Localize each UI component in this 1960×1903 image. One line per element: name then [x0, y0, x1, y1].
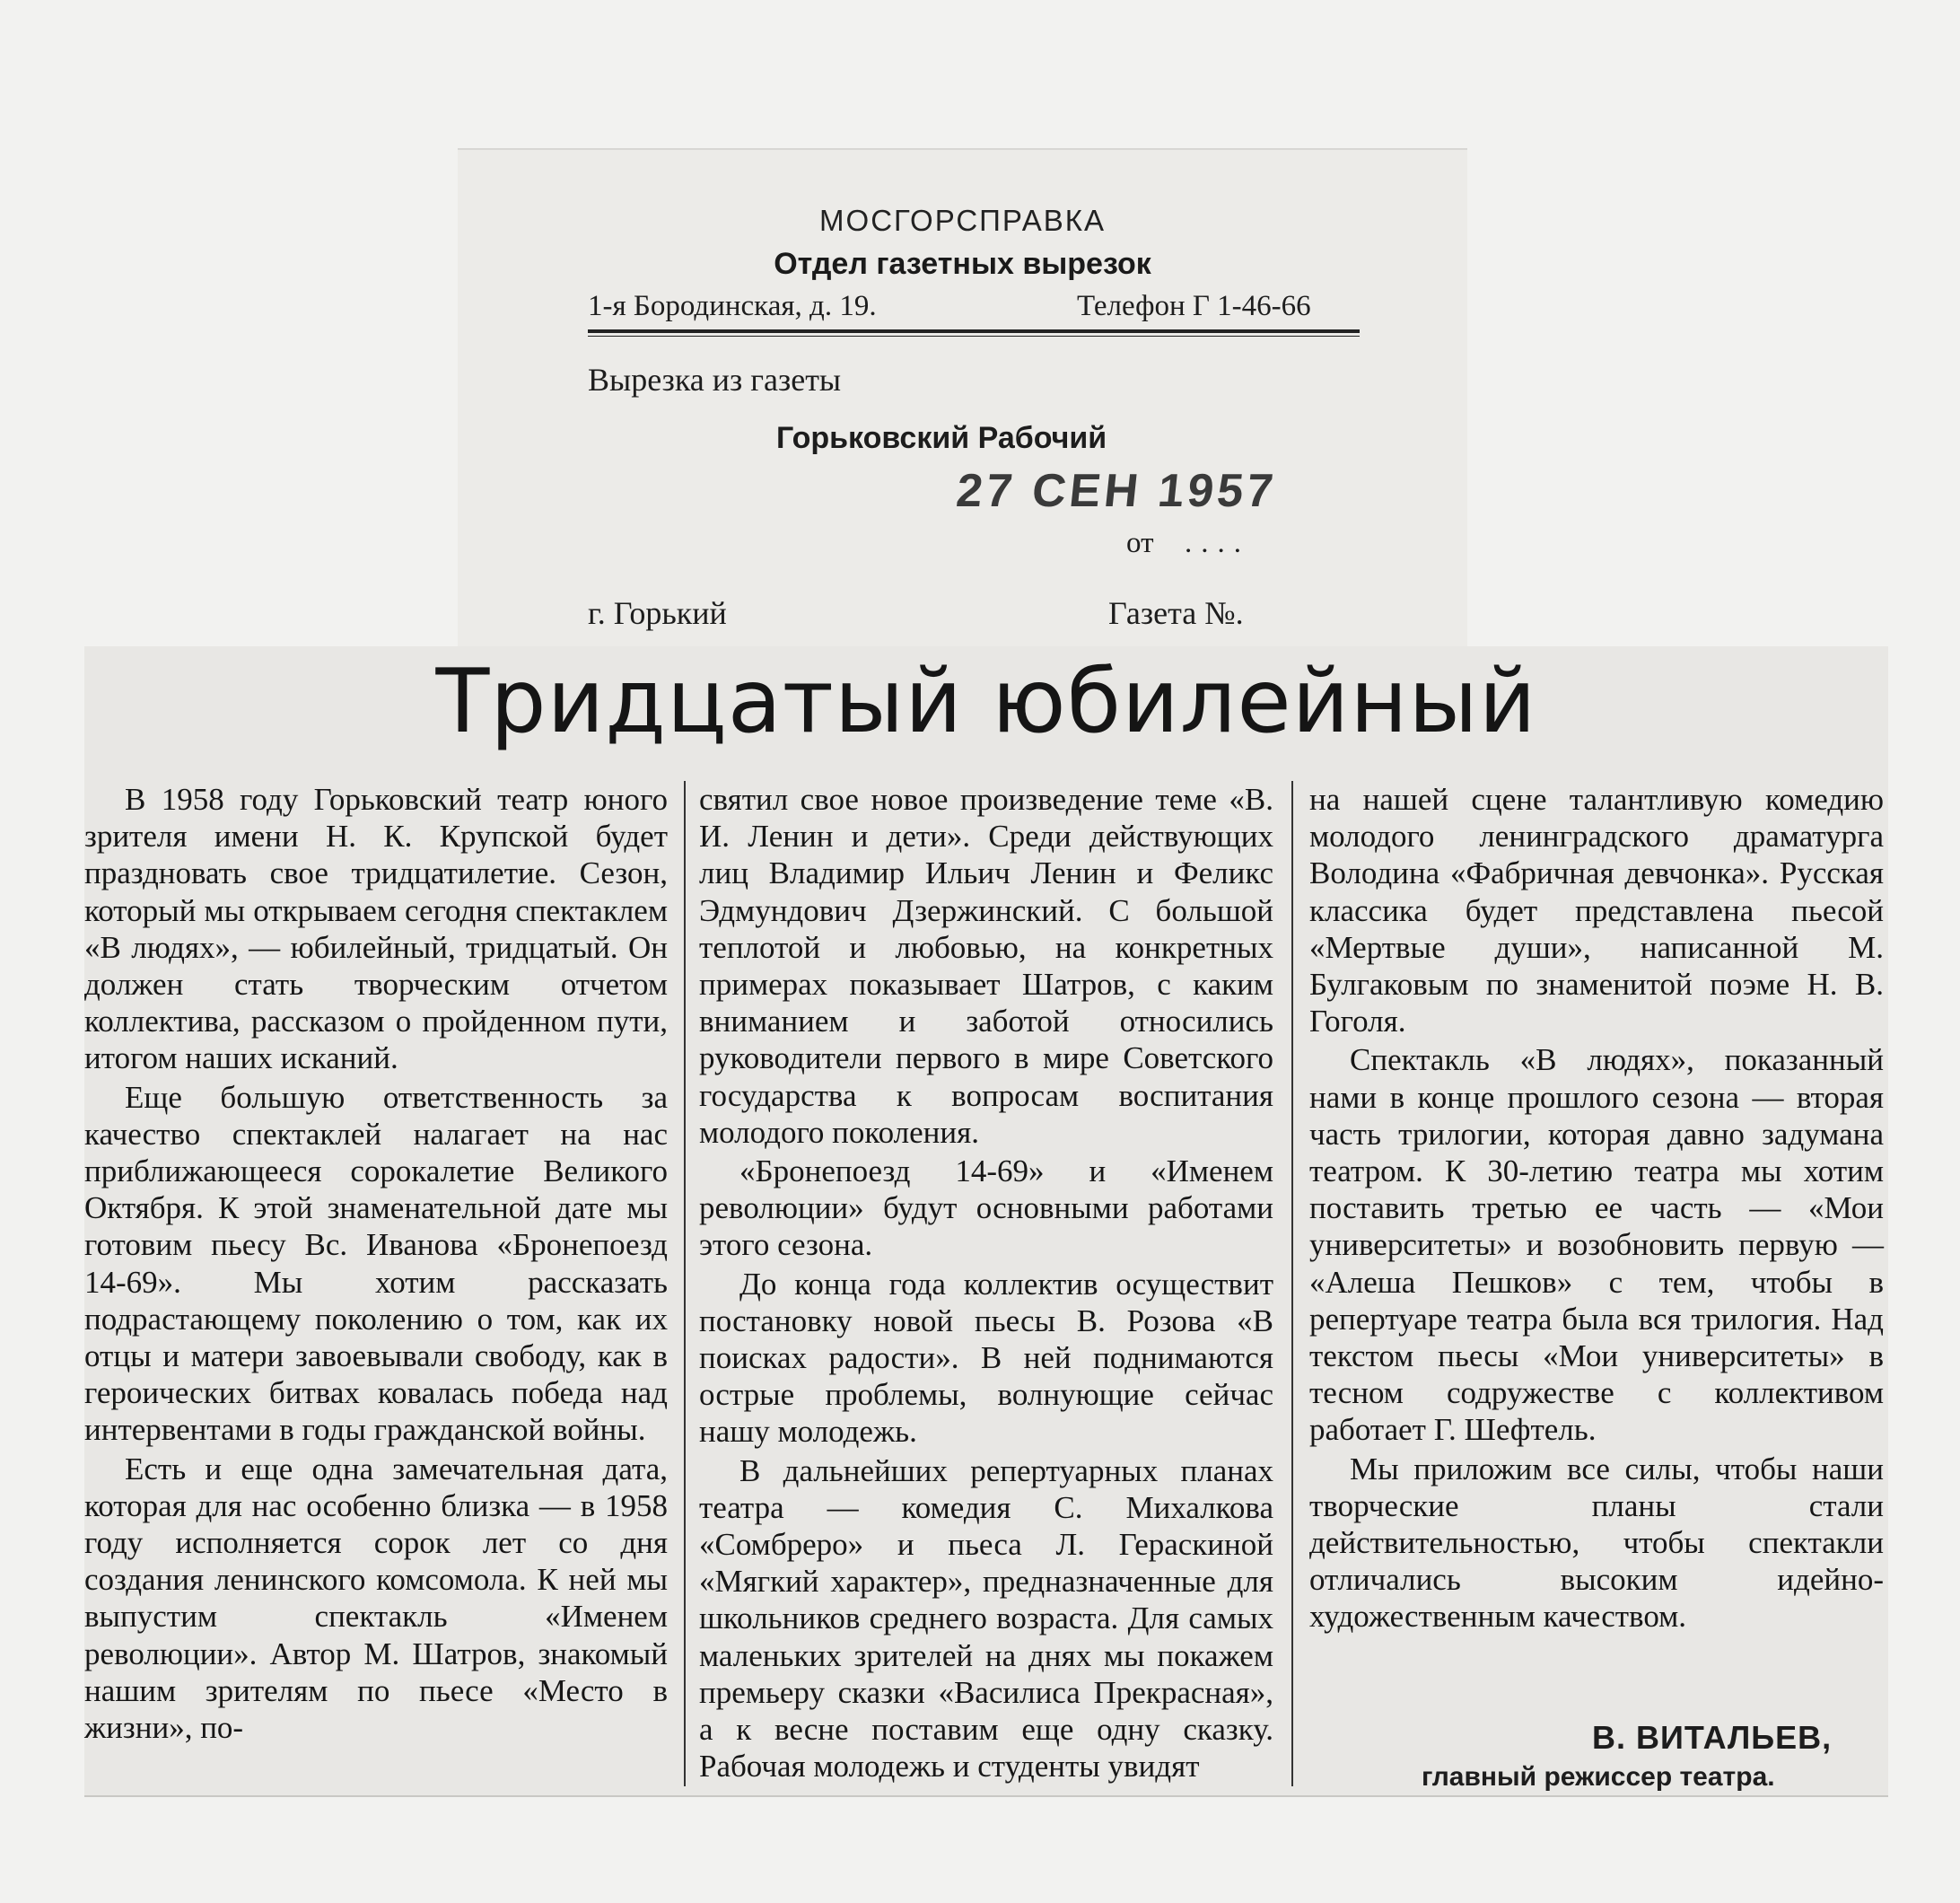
article-column-3	[1309, 781, 1884, 1636]
article-paragraph: Еще большую ответственность за качество спектаклей налагает на нас приближающееся сорокалетие Великого Октября. К этой знаменательной дате мы готовим пьесу Вс. Иванова «Бронепоезд 14-69». Мы хотим рассказать подрастающему поколению о том, как их отцы и матери завоевывали свободу, как в героических битвах ковалась победа над интервентами в годы гражданской войны.	[84, 1079, 668, 1448]
article-paragraph: святил свое новое произведение теме «В. И. Ленин и дети». Среди действующих лиц Владимир Ильич Ленин и Феликс Эдмундович Дзержинский. С большой теплотой и любовью, на конкретных примерах показывает Шатров, с каким вниманием и заботой относились руководители первого в мире Советского государства к вопросам воспитания молодого поколения.	[699, 782, 1273, 1150]
article-paragraph: В 1958 году Горьковский театр юного зрителя имени Н. К. Крупской будет праздновать свое тридцатилетие. Сезон, который мы открываем сегодня спектаклем «В людях», — юбилейный, тридцатый. Он должен стать творческим отчетом коллектива, рассказом о пройденном пути, итогом наших исканий.	[84, 782, 668, 1076]
column-divider	[684, 781, 686, 1786]
article-headline: Тридцатый юбилейный	[435, 651, 1537, 753]
issue-number-label: Газета №.	[1108, 595, 1244, 631]
article-paragraph: В дальнейших репертуарных планах театра — комедия С. Михалкова «Сомбреро» и пьеса Л. Гераскиной «Мягкий характер», предназначенные для школьников среднего возраста. Для самых маленьких зрителей на днях мы покажем премьеру сказки «Василиса Прекрасная», а к весне поставим еще одну сказку. Рабочая молодежь и студенты увидят	[699, 1452, 1273, 1785]
department-name: Отдел газетных вырезок	[774, 247, 1151, 281]
article-column-1	[84, 781, 668, 1746]
author-name: В. ВИТАЛЬЕВ,	[1592, 1719, 1833, 1756]
agency-address: 1-я Бородинская, д. 19.	[588, 290, 877, 322]
article-paragraph: на нашей сцене талантливую комедию молодого ленинградского драматурга Володина «Фабричная девчонка». Русская классика будет представлена пьесой «Мертвые души», написанной М. Булгаковым по знаменитой поэме Н. В. Гоголя.	[1309, 782, 1884, 1039]
city-label: г. Горький	[588, 595, 727, 631]
article-paragraph: До конца года коллектив осуществит постановку новой пьесы В. Розова «В поисках радости». В ней поднимаются острые проблемы, волнующие сейчас нашу молодежь.	[699, 1266, 1273, 1450]
agency-phone: Телефон Г 1-46-66	[1077, 290, 1311, 322]
article-paragraph: Мы приложим все силы, чтобы наши творческие планы стали действительностью, чтобы спектакли отличались высоким идейно-художественным качеством.	[1309, 1451, 1884, 1635]
date-stamp: 27 СЕН 1957	[953, 465, 1280, 517]
from-newspaper-label: Вырезка из газеты	[588, 362, 842, 398]
header-rule	[588, 329, 1360, 337]
column-divider	[1291, 781, 1293, 1786]
clipping-label-card	[458, 148, 1467, 662]
from-dots: ....	[1185, 527, 1250, 559]
agency-name: МОСГОРСПРАВКА	[819, 204, 1106, 237]
article-paragraph: «Бронепоезд 14-69» и «Именем революции» будут основными работами этого сезона.	[699, 1153, 1273, 1263]
article-paragraph: Спектакль «В людях», показанный нами в конце прошлого сезона — вторая часть трилогии, которая давно задумана театром. К 30-летию театра мы хотим поставить третью ее часть — «Мои университеты» и возобновить первую — «Алеша Пешков» с тем, чтобы в репертуаре театра была вся трилогия. Над текстом пьесы «Мои университеты» в тесном содружестве с коллективом работает Г. Шефтель.	[1309, 1042, 1884, 1448]
author-role: главный режиссер театра.	[1422, 1762, 1775, 1792]
from-label: от	[1126, 527, 1154, 559]
newspaper-clipping	[84, 646, 1888, 1797]
article-paragraph: Есть и еще одна замечательная дата, которая для нас особенно близка — в 1958 году исполняется сорок лет со дня создания ленинского комсомола. К ней мы выпустим спектакль «Именем революции». Автор М. Шатров, знакомый нашим зрителям по пьесе «Место в жизни», по-	[84, 1451, 668, 1746]
article-column-2	[699, 781, 1273, 1785]
newspaper-name: Горьковский Рабочий	[776, 421, 1107, 455]
